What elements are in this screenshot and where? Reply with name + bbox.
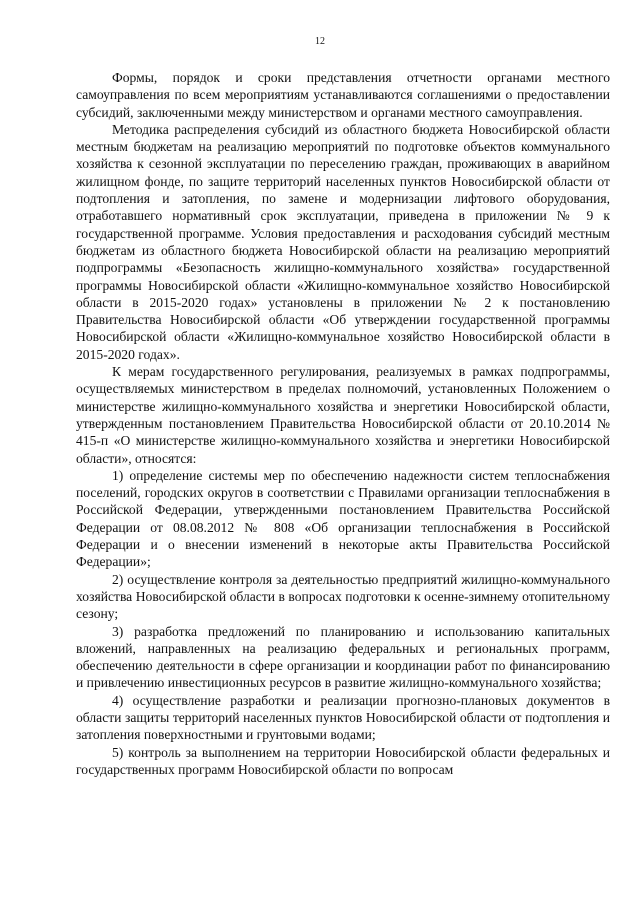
paragraph: Формы, порядок и сроки представления отчетности органами местного самоуправления по всем мероприятиям устанавливаются соглашениями о предоставлении субсидий, заключенными между министерством и органами местного самоуправления.: [76, 70, 610, 120]
list-item: 3) разработка предложений по планированию и использованию капитальных вложений, направленных на реализацию федеральных и региональных программ, обеспечению деятельности в сфере организации и координации работ по финансированию и привлечению инвестиционных ресурсов в развитие жилищно-коммунального хозяйства;: [76, 623, 610, 691]
list-item: 2) осуществление контроля за деятельностью предприятий жилищно-коммунального хозяйства Новосибирской области в вопросах подготовки к осенне-зимнему отопительному сезону;: [76, 571, 610, 622]
page-number: 12: [315, 36, 325, 47]
document-body: [76, 69, 610, 778]
list-item: 1) определение системы мер по обеспечению надежности систем теплоснабжения поселений, городских округов в соответствии с Правилами организации теплоснабжения в Российской Федерации, утвержденными постановлением Правительства Российской Федерации от 08.08.2012 № 808 «Об организации теплоснабжения в Российской Федерации и о внесении изменений в некоторые акты Правительства Российской Федерации»;: [76, 467, 610, 570]
paragraph: К мерам государственного регулирования, реализуемых в рамках подпрограммы, осуществляемых министерством в пределах полномочий, установленных Положением о министерстве жилищно-коммунального хозяйства и энергетики Новосибирской области, утвержденным постановлением Правительства Новосибирской области от 20.10.2014 № 415-п «О министерстве жилищно-коммунального хозяйства и энергетики Новосибирской области», относятся:: [76, 364, 610, 466]
list-item: 4) осуществление разработки и реализации прогнозно-плановых документов в области защиты территорий населенных пунктов Новосибирской области от подтопления и затопления поверхностными и грунтовыми водами;: [76, 692, 610, 743]
list-item: 5) контроль за выполнением на территории Новосибирской области федеральных и государственных программ Новосибирской области по вопросам: [76, 744, 610, 777]
paragraph: Методика распределения субсидий из областного бюджета Новосибирской области местным бюджетам на реализацию мероприятий по подготовке объектов коммунального хозяйства к сезонной эксплуатации по переселению граждан, проживающих в аварийном жилищном фонде, по защите территорий населенных пунктов Новосибирской области от подтопления и затопления, по замене и модернизации лифтового оборудования, отработавшего нормативный срок эксплуатации, приведена в приложении № 9 к государственной программе. Условия предоставления и расходования субсидий местным бюджетам из областного бюджета Новосибирской области на реализацию мероприятий подпрограммы «Безопасность жилищно-коммунального хозяйства» государственной программы Новосибирской области «Жилищно-коммунальное хозяйство Новосибирской области в 2015-2020 годах» установлены в приложении № 2 к постановлению Правительства Новосибирской области «Об утверждении государственной программы Новосибирской области «Жилищно-коммунальное хозяйство Новосибирской области в 2015-2020 годах».: [76, 121, 610, 362]
